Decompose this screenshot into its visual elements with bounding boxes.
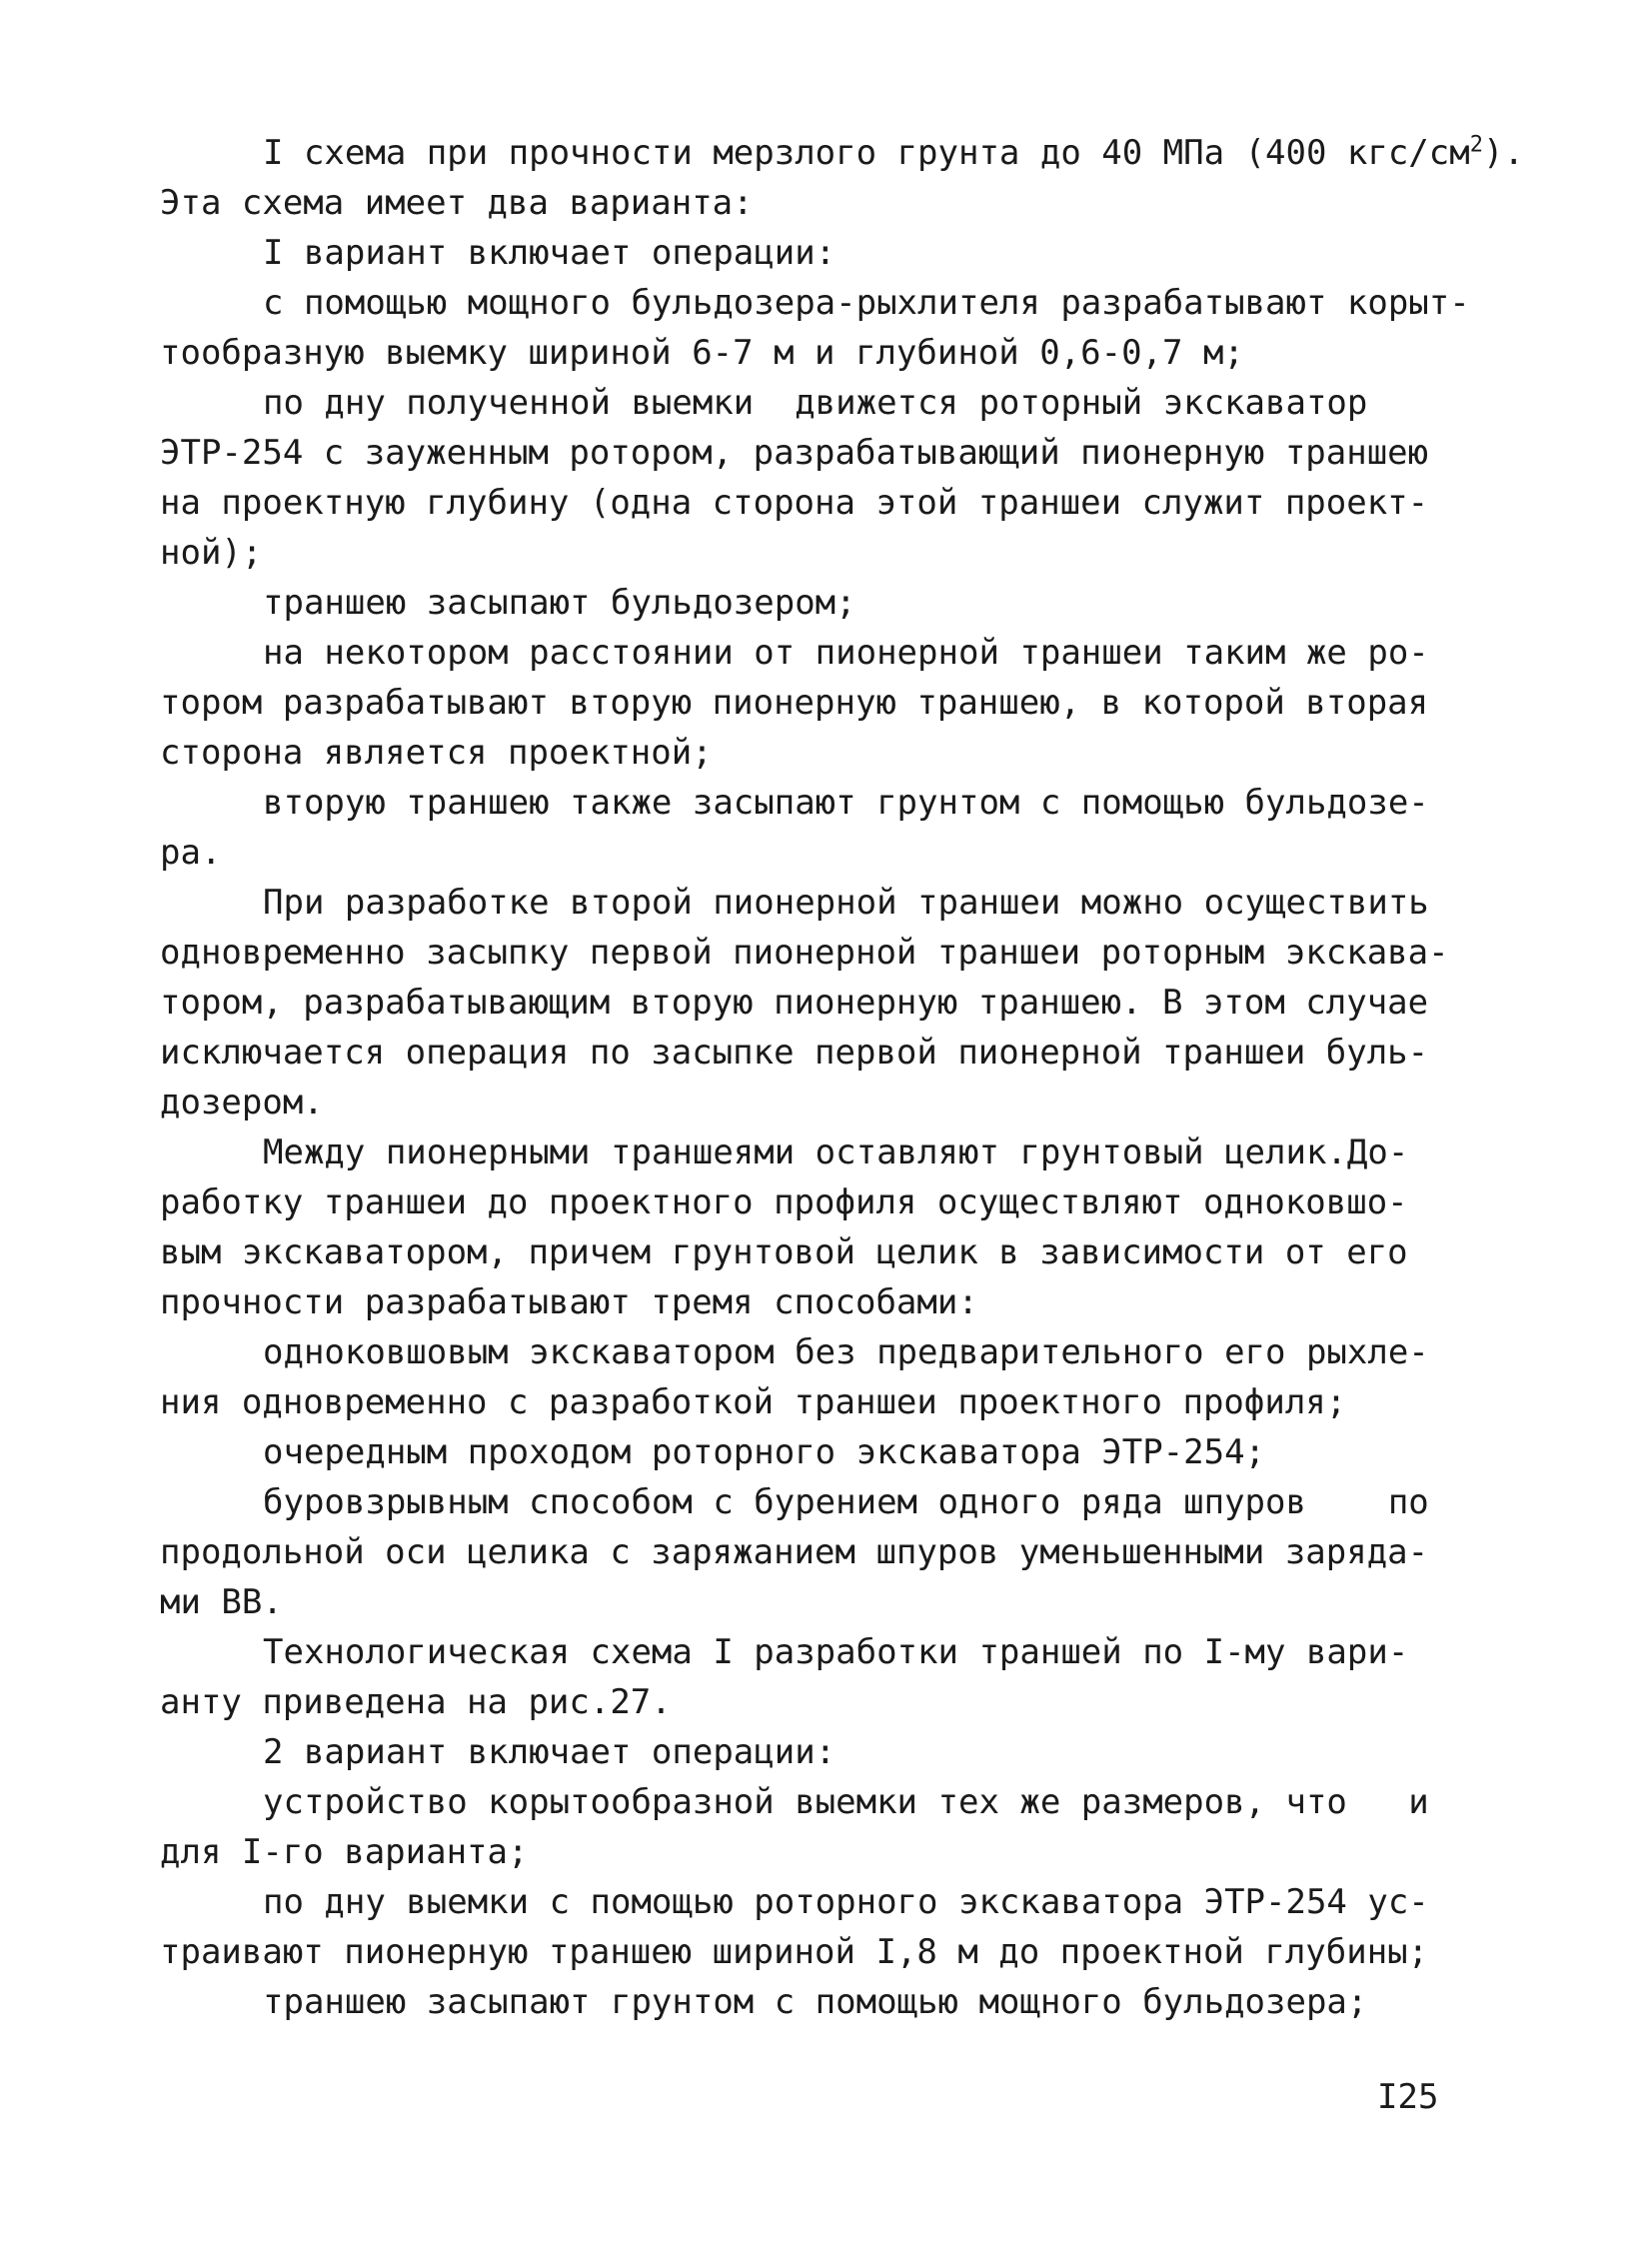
text-line-content: ми ВВ.	[160, 1582, 283, 1622]
text-line	[160, 228, 1429, 278]
text-line-content: Эта схема имеет два варианта:	[160, 183, 754, 223]
text-line-content: дозером.	[160, 1083, 324, 1122]
superscript: 2	[1469, 132, 1483, 158]
text-line-content: одновременно засыпку первой пионерной траншеи роторным экскава-	[160, 933, 1449, 973]
text-line-content: буровзрывным способом с бурением одного ряда шпуров по	[263, 1482, 1429, 1522]
text-line	[160, 1177, 1429, 1227]
text-line	[160, 1227, 1429, 1277]
text-line-content: траншею засыпают бульдозером;	[263, 583, 856, 623]
text-line	[160, 278, 1470, 328]
text-line-content: Между пионерными траншеями оставляют грунтовый целик.До-	[263, 1132, 1409, 1172]
text-line	[160, 128, 1524, 178]
text-line-content: ЭТР-254 с зауженным ротором, разрабатывающий пионерную траншею	[160, 433, 1429, 473]
text-line-content: тообразную выемку шириной 6-7 м и глубиной 0,6-0,7 м;	[160, 333, 1244, 373]
text-line	[160, 528, 1429, 578]
text-line-content: сторона является проектной;	[160, 733, 713, 773]
text-line	[160, 678, 1429, 728]
text-line-content: устройство корытообразной выемки тех же размеров, что и	[263, 1782, 1429, 1822]
text-line-content: Технологическая схема I разработки траншей по I-му вари-	[263, 1632, 1409, 1672]
text-line-content: исключается операция по засыпке первой пионерной траншеи буль-	[160, 1033, 1429, 1073]
text-line-content: ра.	[160, 833, 222, 873]
text-line	[160, 1577, 1429, 1627]
text-line	[160, 1827, 1429, 1877]
text-line	[160, 1527, 1429, 1577]
text-line	[160, 1427, 1429, 1477]
text-line-content: одноковшовым экскаватором без предварительного его рыхле-	[263, 1332, 1429, 1372]
text-line	[160, 1477, 1429, 1527]
text-line	[160, 1977, 1429, 2027]
text-line-content: вым экскаватором, причем грунтовой целик в зависимости от его	[160, 1232, 1408, 1272]
text-line	[160, 1877, 1429, 1927]
text-line-content: очередным проходом роторного экскаватора ЭТР-254;	[263, 1432, 1266, 1472]
text-line	[160, 328, 1429, 378]
text-line	[160, 1377, 1429, 1427]
text-line-content: для I-го варианта;	[160, 1832, 529, 1872]
text-line	[160, 1927, 1429, 1977]
text-line-content: тором разрабатывают вторую пионерную траншею, в которой вторая	[160, 683, 1429, 723]
text-line	[160, 1127, 1429, 1177]
text-line-content: I схема при прочности мерзлого грунта до 40 МПа (400 кгс/см	[263, 133, 1470, 173]
text-line-content: продольной оси целика с заряжанием шпуров уменьшенными заряда-	[160, 1532, 1429, 1572]
text-line	[160, 978, 1429, 1028]
text-line-content: При разработке второй пионерной траншеи можно осуществить	[263, 883, 1429, 923]
text-line	[160, 928, 1449, 978]
text-line	[160, 828, 1429, 878]
text-line-content: траивают пионерную траншею шириной I,8 м до проектной глубины;	[160, 1932, 1429, 1972]
text-line	[160, 578, 1429, 628]
text-line-content: вторую траншею также засыпают грунтом с помощью бульдозе-	[263, 783, 1429, 823]
text-line-content: прочности разрабатывают тремя способами:	[160, 1282, 978, 1322]
text-line	[160, 878, 1429, 928]
text-line	[160, 778, 1429, 828]
text-line	[160, 1277, 1429, 1327]
text-line-content: тором, разрабатывающим вторую пионерную траншею. В этом случае	[160, 983, 1429, 1023]
text-line-content: по дну полученной выемки движется роторный экскаватор	[263, 383, 1368, 423]
text-line	[160, 1327, 1429, 1377]
text-line	[160, 1078, 1429, 1127]
text-line-content: ния одновременно с разработкой траншеи проектного профиля;	[160, 1382, 1347, 1422]
body-text	[160, 128, 1524, 2027]
text-line	[160, 378, 1429, 428]
text-line	[160, 1627, 1429, 1677]
text-line-content: анту приведена на рис.27.	[160, 1682, 672, 1722]
text-line	[160, 728, 1429, 778]
page-number: I25	[1377, 2077, 1439, 2117]
text-line	[160, 428, 1429, 478]
text-line-content: I вариант включает операции:	[263, 233, 836, 273]
text-line	[160, 478, 1429, 528]
text-line	[160, 178, 1429, 228]
text-line	[160, 1777, 1429, 1827]
text-line-suffix: ).	[1482, 133, 1524, 173]
text-line-content: 2 вариант включает операции:	[263, 1732, 836, 1772]
text-line	[160, 1028, 1429, 1078]
text-line	[160, 1727, 1429, 1777]
text-line-content: работку траншеи до проектного профиля осуществляют одноковшо-	[160, 1182, 1408, 1222]
text-line-content: ной);	[160, 533, 263, 573]
text-line-content: по дну выемки с помощью роторного экскаватора ЭТР-254 ус-	[263, 1882, 1429, 1922]
text-line-content: на проектную глубину (одна сторона этой траншеи служит проект-	[160, 483, 1429, 523]
text-line	[160, 1677, 1429, 1727]
text-line-content: траншею засыпают грунтом с помощью мощного бульдозера;	[263, 1982, 1368, 2022]
text-line-content: с помощью мощного бульдозера-рыхлителя разрабатывают корыт-	[263, 283, 1470, 323]
text-line-content: на некотором расстоянии от пионерной траншеи таким же ро-	[263, 633, 1429, 673]
text-line	[160, 628, 1429, 678]
